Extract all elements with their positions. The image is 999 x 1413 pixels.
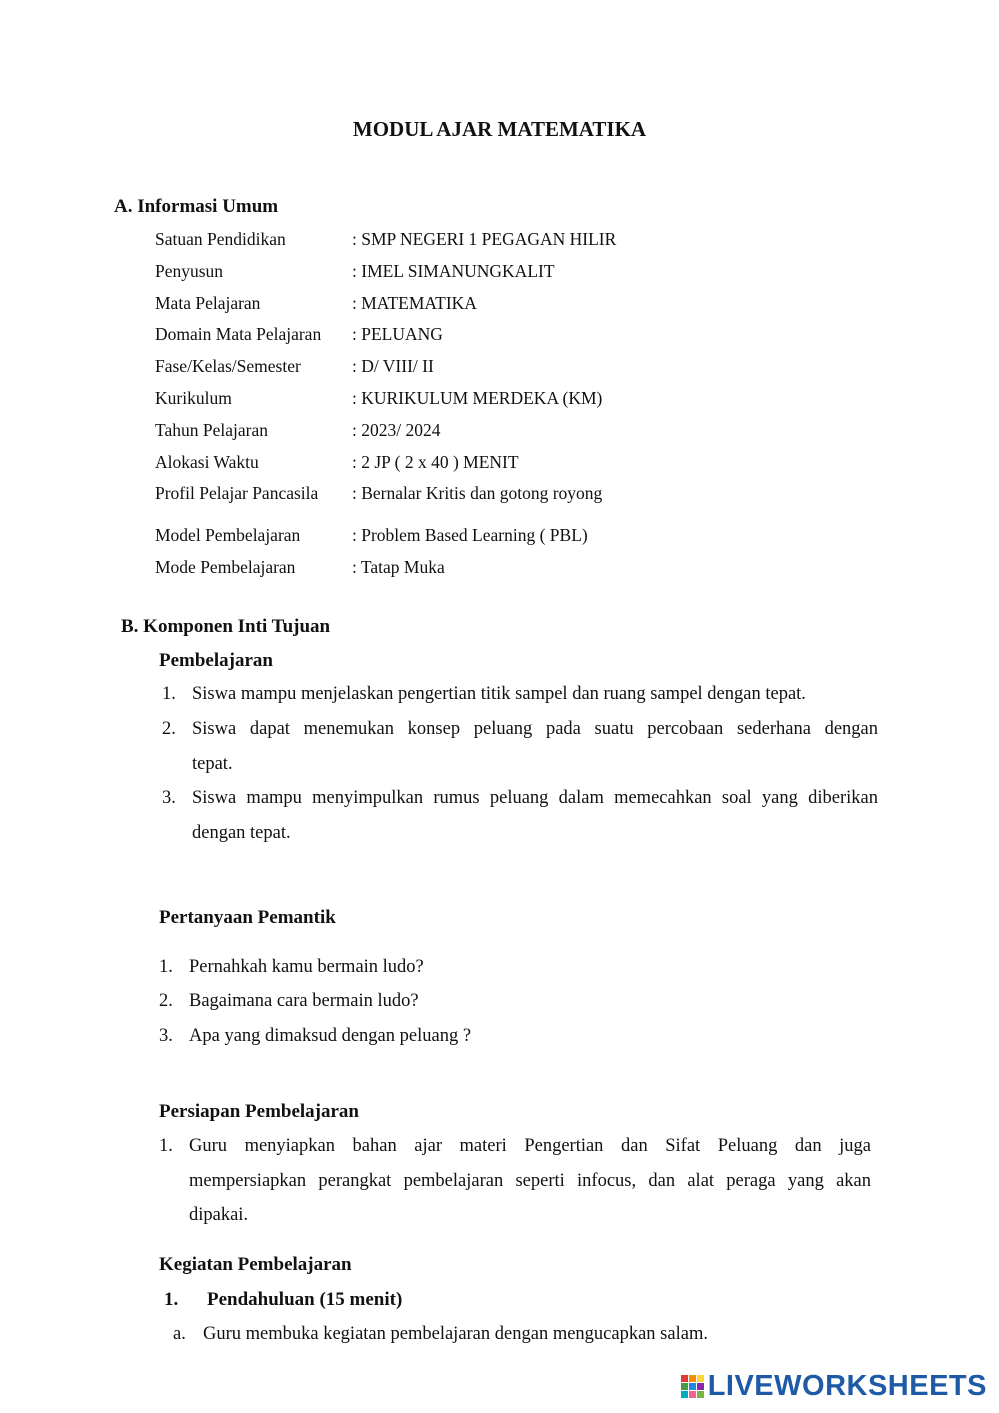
activity-letter: a. (173, 1324, 186, 1344)
question-number: 2. (159, 991, 173, 1011)
question-number: 3. (159, 1026, 173, 1046)
goal-text-continued: dengan tepat. (192, 823, 291, 843)
logo-cell (689, 1375, 696, 1382)
goal-number: 2. (162, 719, 176, 739)
stage-number: 1. (164, 1289, 179, 1310)
info-value: : D/ VIII/ II (352, 356, 434, 376)
preparation-text-continued: dipakai. (189, 1205, 249, 1225)
goal-number: 3. (162, 788, 176, 808)
logo-cell (697, 1375, 704, 1382)
info-value: : SMP NEGERI 1 PEGAGAN HILIR (352, 229, 617, 249)
question-text: Pernahkah kamu bermain ludo? (189, 957, 424, 977)
info-value: : IMEL SIMANUNGKALIT (352, 261, 555, 281)
goal-text-continued: tepat. (192, 754, 233, 774)
questions-heading: Pertanyaan Pemantik (159, 907, 336, 928)
info-label: Penyusun (155, 261, 224, 281)
goal-text: Siswa mampu menjelaskan pengertian titik sampel dan ruang sampel dengan tepat. (192, 684, 806, 704)
info-label: Mata Pelajaran (155, 293, 261, 313)
info-value: : Bernalar Kritis dan gotong royong (352, 483, 603, 503)
info-value: : 2023/ 2024 (352, 420, 441, 440)
info-label: Satuan Pendidikan (155, 229, 286, 249)
stage-title: Pendahuluan (15 menit) (207, 1289, 403, 1310)
activities-heading: Kegiatan Pembelajaran (159, 1254, 352, 1275)
brand-name: LIVEWORKSHEETS (707, 1370, 987, 1402)
logo-cell (697, 1391, 704, 1398)
question-number: 1. (159, 957, 173, 977)
logo-grid-icon (681, 1375, 704, 1398)
section-b-subheading: Pembelajaran (159, 650, 273, 671)
preparation-heading: Persiapan Pembelajaran (159, 1101, 360, 1122)
info-label: Tahun Pelajaran (155, 420, 268, 440)
goal-number: 1. (162, 684, 176, 704)
preparation-text: Guru menyiapkan bahan ajar materi Pengertian dan Sifat Peluang dan juga (189, 1136, 871, 1156)
logo-cell (689, 1383, 696, 1390)
logo-cell (681, 1383, 688, 1390)
question-text: Apa yang dimaksud dengan peluang ? (189, 1026, 472, 1046)
info-value: : MATEMATIKA (352, 293, 477, 313)
goal-text: Siswa dapat menemukan konsep peluang pada suatu percobaan sederhana dengan (192, 719, 878, 739)
info-value: : 2 JP ( 2 x 40 ) MENIT (352, 452, 519, 472)
info-value: : Problem Based Learning ( PBL) (352, 525, 588, 545)
goal-text: Siswa mampu menyimpulkan rumus peluang dalam memecahkan soal yang diberikan (192, 788, 878, 808)
preparation-number: 1. (159, 1136, 173, 1156)
logo-cell (689, 1391, 696, 1398)
info-label: Model Pembelajaran (155, 525, 301, 545)
info-value: : KURIKULUM MERDEKA (KM) (352, 388, 603, 408)
info-label: Alokasi Waktu (155, 452, 259, 472)
section-b-heading: B. Komponen Inti Tujuan (121, 616, 331, 637)
activity-text: Guru membuka kegiatan pembelajaran dengan mengucapkan salam. (203, 1324, 708, 1344)
info-value: : Tatap Muka (352, 557, 445, 577)
liveworksheets-logo (681, 1370, 987, 1403)
preparation-text-continued: mempersiapkan perangkat pembelajaran seperti infocus, dan alat peraga yang akan (189, 1171, 871, 1191)
logo-cell (681, 1391, 688, 1398)
info-label: Domain Mata Pelajaran (155, 324, 322, 344)
info-label: Profil Pelajar Pancasila (155, 483, 319, 503)
info-label: Mode Pembelajaran (155, 557, 296, 577)
logo-cell (697, 1383, 704, 1390)
document-title: MODUL AJAR MATEMATIKA (352, 117, 647, 141)
section-a-heading: A. Informasi Umum (114, 196, 279, 217)
info-value: : PELUANG (352, 324, 443, 344)
info-label: Kurikulum (155, 388, 232, 408)
info-label: Fase/Kelas/Semester (155, 356, 301, 376)
question-text: Bagaimana cara bermain ludo? (189, 991, 419, 1011)
logo-cell (681, 1375, 688, 1382)
